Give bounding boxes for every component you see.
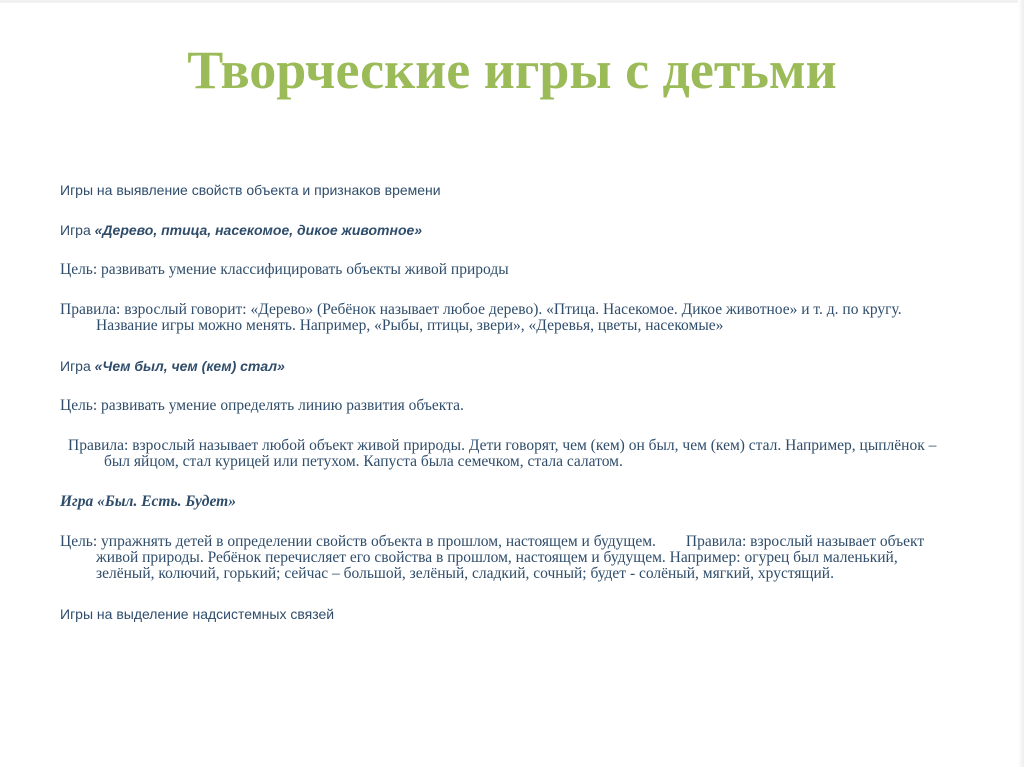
rules-was-is-will: Правила: взрослый называет объект живой природы. Ребёнок перечисляет его свойства в прошлом, настоящем и будущем. Например: огурец был маленький, зелёный, колючий, горький; сейчас – большой, зелёный, сладкий, сочный; будет - солёный, мягкий, хрустящий.: [96, 533, 925, 582]
slide-title: Творческие игры с детьми: [187, 40, 837, 100]
paragraph-games-properties: Игры на выявление свойств объекта и признаков времени: [60, 182, 441, 198]
goal-was-is-will: Цель: упражнять детей в определении свойств объекта в прошлом, настоящем и будущем.: [60, 533, 656, 550]
paragraph-game-tree-bird: [60, 222, 950, 238]
paragraph-game-was-became: [60, 358, 950, 374]
paragraph-goal-classify: Цель: развивать умение классифицировать объекты живой природы: [60, 261, 509, 278]
paragraph-goal-development: Цель: развивать умение определять линию развития объекта.: [60, 397, 464, 414]
paragraph-goal-rules-was-is-will: [60, 534, 950, 582]
slide-right-edge: [1018, 0, 1024, 767]
slide-top-edge: [0, 0, 1024, 3]
paragraph-game-was-is-will: Игра «Был. Есть. Будет»: [60, 493, 236, 510]
game-name-was-became: «Чем был, чем (кем) стал»: [94, 358, 285, 374]
game-name-tree-bird: «Дерево, птица, насекомое, дикое животное»: [94, 222, 423, 238]
slide-body: [60, 182, 950, 646]
paragraph-rules-tree: [60, 302, 950, 334]
rules-tree-variant: Название игры можно менять. Например, «Рыбы, птицы, звери», «Деревья, цветы, насекомые»: [96, 317, 724, 334]
game-prefix-2: Игра: [60, 358, 95, 374]
paragraph-supersystem-games: Игры на выделение надсистемных связей: [60, 606, 335, 622]
rules-tree-text: Правила: взрослый говорит: «Дерево» (Ребёнок называет любое дерево). «Птица. Насекомое. Дикое животное» и т. д. по кругу.: [60, 301, 902, 318]
paragraph-rules-was-became: Правила: взрослый называет любой объект живой природы. Дети говорят, чем (кем) он был, чем (кем) стал. Например, цыплёнок – был яйцом, стал курицей или петухом. Капуста была семечком, стала салатом.: [68, 437, 937, 470]
game-prefix: Игра: [60, 222, 95, 238]
